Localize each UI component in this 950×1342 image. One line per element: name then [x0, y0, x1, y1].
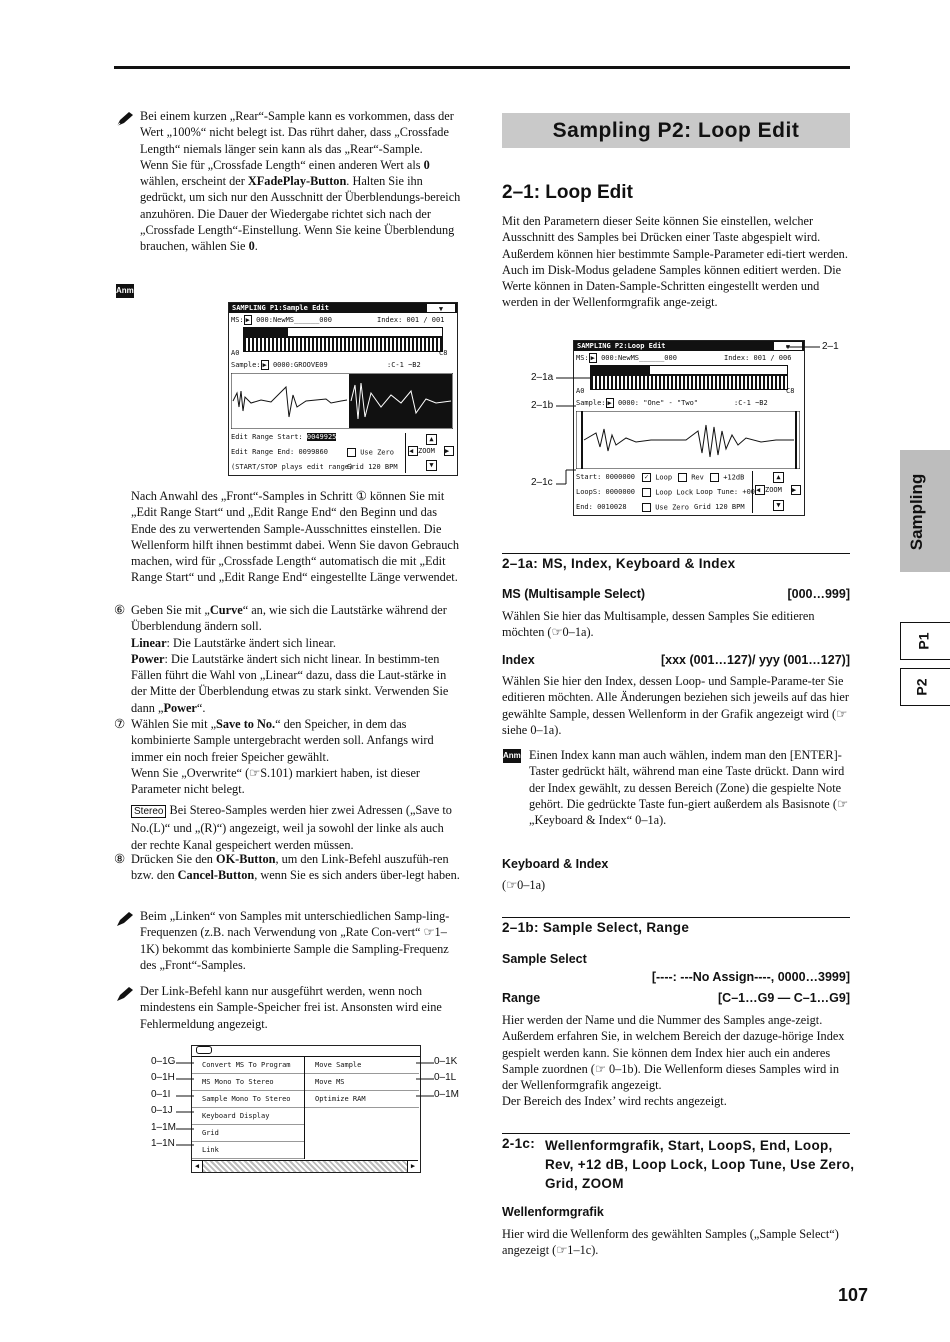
- step-6-number: ⑥: [114, 603, 126, 617]
- page-header: Sampling P2: Loop Edit: [502, 113, 850, 148]
- loop-edit-screen: SAMPLING P2:Loop Edit ▼ MS: ▶ 000:NewMS______000 Index: 001 / 006 A0 C8 Sample: ▶ 0000: "One" - "Two" :C-1 ~B2 Start: 0000000 LoopS: 0000000 End: 0010028 ✓ Loop Rev +12dB Loop Lock Loop Tune: +00 Use Zero Grid 120 BPM ▲ ZOOM ◀ ▶ ▼: [573, 340, 805, 516]
- screen-title: SAMPLING P1:Sample Edit: [232, 304, 329, 312]
- section-rule: [502, 553, 850, 554]
- callout-0-1g: 0–1G: [151, 1056, 176, 1067]
- section-2-1c-title: Wellenformgrafik, Start, LoopS, End, Loop, Rev, +12 dB, Loop Lock, Loop Tune, Use Zero, Grid, ZOOM: [545, 1138, 855, 1191]
- menu-item-keyboard-display[interactable]: Keyboard Display: [192, 1108, 304, 1125]
- side-tab-p1[interactable]: [900, 622, 950, 660]
- callout-lines-right: [416, 1060, 434, 1100]
- top-rule: [114, 66, 850, 69]
- screen-title: SAMPLING P2:Loop Edit: [577, 342, 666, 350]
- note-rear-sample: Bei einem kurzen „Rear“-Sample kann es vorkommen, dass der Wert „100%“ nicht belegt ist. Das rührt daher, dass „Crossfade Length“ niemals länger sein kann als das „Rear“-Sample. Wenn Sie für „Crossfade Length“ einen anderen Wert als 0 wählen, erscheint der XFadePlay-Button. Halten Sie ihn gedrückt, um sich nur den Ausschnitt der Überblendungs-bereich anzuhören. Die Dauer der Wiedergabe richtet sich nach der „Crossfade Length“-Einstellung. Wenn Sie keine Überblendung brauchen, wählen Sie 0.: [140, 109, 461, 254]
- step-6: Geben Sie mit „Curve“ an, wie sich die Lautstärke während der Überblendung ändern soll. Linear: Die Lautstärke ändert sich linear. Power: Die Lautstärke ändert sich nicht linear. In bestimm-ten Fällen führt die Wahl von „Linear“ dazu, dass die Laut-stärke in der Mitte der Überblendung etwas zu stark sinkt. Verwenden Sie dann „Power“.: [131, 603, 449, 715]
- side-tab-p2-label: P2: [913, 678, 930, 696]
- pencil-note-icon: [116, 111, 134, 127]
- side-tab-sampling[interactable]: [900, 450, 950, 572]
- menu-item-move-ms[interactable]: Move MS: [305, 1074, 419, 1091]
- pencil-note-icon: [116, 986, 134, 1002]
- waveform-graphic: [231, 373, 453, 429]
- callout-0-1l: 0–1L: [434, 1072, 457, 1083]
- intro-text: Mit den Parametern dieser Seite können Sie einstellen, welcher Ausschnitt des Samples bei Drücken einer Taste abgespielt wird. Außerdem können hier bestimmte Sample-Parameter edi-tiert werden. Auch im Disk-Modus geladene Samples können editiert werden. Die Werte können in Daten-Sample-Schritten eingestellt werden und werden in der Wellenformgrafik ange-zeigt.: [502, 214, 848, 310]
- pencil-note-icon: [116, 911, 134, 927]
- callout-2-1a: 2–1a: [531, 372, 554, 383]
- menu-item-grid[interactable]: Grid: [192, 1125, 304, 1142]
- range-heading: Range: [502, 991, 541, 1005]
- section-rule: [502, 917, 850, 918]
- callout-0-1h: 0–1H: [151, 1072, 175, 1083]
- anm-index-text: Einen Index kann man auch wählen, indem man den [ENTER]-Taster gedrückt hält, während man eine Taste drückt. Dann wird der Index gewählt, zu dessen Bereich (Zone) die gespielte Note gehört. Die gedrückte Taste fun-giert außerdem als Basisnote (☞„Keyboard & Index“ 0–1a).: [529, 748, 848, 828]
- para-front: Nach Anwahl des „Front“-Samples in Schritt ① können Sie mit „Edit Range Start“ und „Edit Range End“ den Beginn und das Ende des zu verwertenden Sample-Ausschnittes einstellen. Die Wellenform hilft ihnen bestimmt dabei. Wenn Sie davon Gebrauch machen, wird für „Crossfade Length“ automatisch die mit „Edit Range Start“ und „Edit Range End“ eingestellte Länge verwendet.: [131, 489, 460, 585]
- index-range: [xxx (001…127)/ yyy (001…127)]: [660, 653, 850, 667]
- callout-2-1c: 2–1c: [531, 477, 553, 488]
- callout-1-1n: 1–1N: [151, 1138, 175, 1149]
- menu-item-ms-mono-stereo[interactable]: MS Mono To Stereo: [192, 1074, 304, 1091]
- section-2-1c-number: 2-1c:: [502, 1136, 536, 1151]
- wf-text: Hier wird die Wellenform des gewählten Samples („Sample Select“) angezeigt (☞1–1c).: [502, 1227, 839, 1258]
- stereo-note: Stereo Bei Stereo-Samples werden hier zwei Adressen („Save to No.(L)“ und „(R)“) angezeigt, weil ja sowohl der linke als auch der rechte Kanal gespeichert werden müssen.: [131, 803, 452, 852]
- menu-item-optimize-ram[interactable]: Optimize RAM: [305, 1091, 419, 1108]
- menu-screen: [191, 1045, 421, 1173]
- anm-icon: Anm.: [503, 749, 521, 763]
- callout-lines-left: [176, 1060, 194, 1150]
- section-2-1a-title: 2–1a: MS, Index, Keyboard & Index: [502, 556, 736, 571]
- anm-icon: Anm.: [116, 284, 134, 298]
- ms-range: [000…999]: [787, 587, 850, 601]
- section-title: 2–1: Loop Edit: [502, 182, 633, 203]
- callout-0-1i: 0–1I: [151, 1089, 171, 1100]
- callout-2-1b: 2–1b: [531, 400, 554, 411]
- menu-item-link[interactable]: Link: [192, 1142, 304, 1159]
- kb-text: (☞0–1a): [502, 878, 546, 892]
- side-tab-p2[interactable]: [900, 668, 950, 706]
- wf-heading: Wellenformgrafik: [502, 1205, 604, 1219]
- callout-0-1j: 0–1J: [151, 1105, 173, 1116]
- sample-select-range: [----: ---No Assign----, 0000…3999]: [651, 970, 850, 984]
- callout-1-1m: 1–1M: [151, 1122, 177, 1133]
- menu-item-convert[interactable]: Convert MS To Program: [192, 1057, 304, 1074]
- stereo-tag: Stereo: [131, 805, 166, 818]
- sample-select-heading: Sample Select: [502, 952, 587, 966]
- step-8: Drücken Sie den OK-Button, um den Link-Befehl auszufüh-ren bzw. den Cancel-Button, wenn Sie es sich anders über-legt haben.: [131, 852, 460, 883]
- side-tab-p1-label: P1: [915, 632, 932, 650]
- section-2-1b-title: 2–1b: Sample Select, Range: [502, 920, 690, 935]
- range-range: [C–1…G9 — C–1…G9]: [718, 991, 850, 1005]
- callout-0-1m: 0–1M: [434, 1089, 460, 1100]
- page-number: 107: [838, 1285, 869, 1305]
- menu-item-sample-mono-stereo[interactable]: Sample Mono To Stereo: [192, 1091, 304, 1108]
- kb-heading: Keyboard & Index: [502, 857, 609, 871]
- menu-scrollbar[interactable]: ◀ ▶: [192, 1160, 418, 1172]
- index-text: Wählen Sie hier den Index, dessen Loop- und Sample-Parame-ter Sie editieren möchten. Alle Änderungen beziehen sich jeweils auf das hier gewählte Sample, dessen Wellenform in der Grafik angezeigt wird (☞siehe 0–1a).: [502, 674, 849, 737]
- step-7-number: ⑦: [114, 717, 126, 731]
- callout-2-1: 2–1: [822, 341, 839, 352]
- range-text: Hier werden der Name und die Nummer des Samples ange-zeigt. Außerdem erfahren Sie, in welchem Bereich der dazuge-hörige Index gespielt werden kann. Sie können dem Index hier auch ein anderes Sample zuordnen (☞ 0–1b). Die Wellenform dieses Samples wird in der Wellenformgrafik angezeigt. Der Bereich des Index’ wird rechts angezeigt.: [502, 1013, 845, 1109]
- sample-edit-screen: SAMPLING P1:Sample Edit ▼ MS: ▶ 000:NewMS______000 Index: 001 / 001 A0 C8 Sample: ▶ 0000:GROOVE09 :C-1 ~B2 Edit Range Start: 0049925 Edit Range End: 0099860 Use Zero (START/STOP plays edit range) Grid 120 BPM ▲ ZOOM ◀ ▶ ▼: [228, 302, 458, 476]
- ms-heading: MS (Multisample Select): [502, 587, 646, 601]
- index-heading: Index: [502, 653, 535, 667]
- note-link-rate: Beim „Linken“ von Samples mit unterschiedlichen Samp-ling-Frequenzen (z.B. nach Verwendung von „Rate Con-vert“ ☞1–1K) bekommt das kombinierte Sample die Sampling-Frequenz des „Front“-Samples.: [140, 909, 450, 972]
- callout-0-1k: 0–1K: [434, 1056, 458, 1067]
- menu-item-move-sample[interactable]: Move Sample: [305, 1057, 419, 1074]
- step-7: Wählen Sie mit „Save to No.“ den Speicher, in dem das kombinierte Sample untergebracht werden soll. Anfangs wird immer ein noch freier Speicher gewählt. Wenn Sie „Overwrite“ (☞S.101) markiert haben, ist dieser Parameter nicht belegt.: [131, 717, 434, 797]
- side-tab-sampling-label: Sampling: [907, 473, 926, 551]
- ms-text: Wählen Sie hier das Multisample, dessen Samples Sie editieren möchten (☞0–1a).: [502, 609, 815, 640]
- menu-icon: [196, 1046, 212, 1054]
- section-rule: [502, 1133, 850, 1134]
- callout-lines: [556, 340, 822, 490]
- step-8-number: ⑧: [114, 852, 126, 866]
- note-link-memory: Der Link-Befehl kann nur ausgeführt werden, wenn noch mindestens ein Sample-Speicher frei ist. Ansonsten wird eine Fehlermeldung angezeigt.: [140, 984, 442, 1031]
